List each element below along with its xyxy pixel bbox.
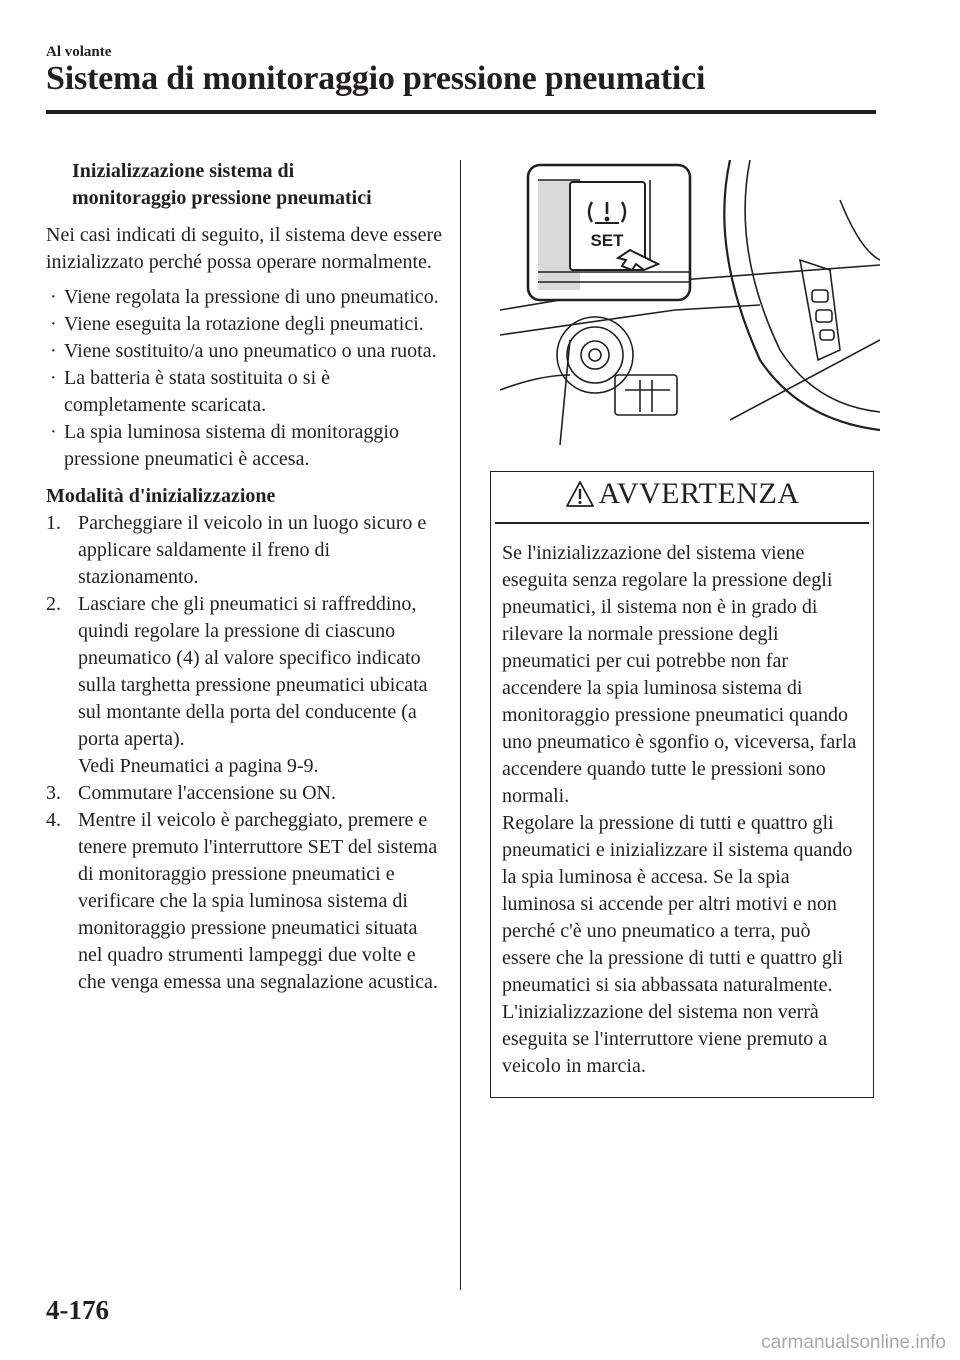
watermark: carmanualsonline.info	[761, 1332, 946, 1353]
dashboard-drawing	[500, 160, 880, 445]
bullet-icon: ·	[50, 340, 57, 362]
list-item: 3. Commutare l'accensione su ON.	[46, 782, 336, 804]
list-item: · Viene eseguita la rotazione degli pneumatici.	[46, 311, 446, 338]
left-column	[46, 158, 446, 996]
bullet-icon: ·	[50, 367, 57, 389]
intro-paragraph: Nei casi indicati di seguito, il sistema deve essere inizializzato perché possa operare normalmente.	[46, 224, 442, 273]
page-reference: Vedi Pneumatici a pagina 9-9.	[78, 755, 319, 777]
page-title: Sistema di monitoraggio pressione pneumatici	[46, 60, 706, 97]
list-item: · La spia luminosa sistema di monitoraggio pressione pneumatici è accesa.	[50, 421, 399, 470]
chapter-label: Al volante	[46, 44, 112, 60]
steps-list	[46, 510, 446, 996]
bullet-icon: ·	[50, 421, 57, 443]
list-item: 2. Lasciare che gli pneumatici si raffreddino, quindi regolare la pressione di ciascuno pneumatico (4) al valore specifico indicato sulla targhetta pressione pneumatici ubicata sul montante della porta del conducente (a porta aperta). Vedi Pneumatici a pagina 9-9.	[46, 593, 428, 777]
list-item: · La batteria è stata sostituita o si è completamente scaricata.	[50, 367, 331, 416]
method-heading: Modalità d'inizializzazione	[46, 485, 276, 507]
warning-paragraph: Regolare la pressione di tutti e quattro gli pneumatici e inizializzare il sistema quando la spia luminosa è accesa. Se la spia luminosa si accende per altri motivi e non perché c'è uno pneumatico a terra, può essere che la pressione di tutti e quattro gli pneumatici si sia abbassata naturalmente.	[502, 812, 853, 996]
warning-paragraph: Se l'inizializzazione del sistema viene eseguita senza regolare la pressione degli pneumatici, il sistema non è in grado di rilevare la normale pressione degli pneumatici per cui potrebbe non far accendere la spia luminosa sistema di monitoraggio pressione pneumatici quando uno pneumatico è sgonfio o, viceversa, farla accendere quando tutte le pressioni sono normali.	[502, 542, 857, 807]
set-button-label: SET	[590, 231, 624, 250]
magnified-callout	[528, 165, 690, 300]
warning-paragraph: L'inizializzazione del sistema non verrà eseguita se l'interruttore viene premuto a veicolo in marcia.	[502, 1001, 828, 1077]
warning-body	[491, 524, 873, 1080]
section-subheading: Inizializzazione sistema di monitoraggio pressione pneumatici	[72, 160, 372, 209]
list-item: 4. Mentre il veicolo è parcheggiato, premere e tenere premuto l'interruttore SET del sistema di monitoraggio pressione pneumatici e verificare che la spia luminosa sistema di monitoraggio pressione pneumatici situata nel quadro strumenti lampeggi due volte e che venga emessa una segnalazione acustica.	[46, 809, 438, 993]
page-number: 4-176	[46, 1295, 109, 1325]
list-item: · Viene regolata la pressione di uno pneumatico.	[46, 284, 446, 311]
title-rule	[46, 110, 876, 114]
bullet-icon: ·	[50, 286, 57, 308]
warning-title: AVVERTENZA	[598, 477, 800, 510]
warning-header	[491, 472, 873, 516]
list-item: · Viene sostituito/a uno pneumatico o una ruota.	[46, 338, 446, 365]
bullet-icon: ·	[50, 313, 57, 335]
conditions-list	[46, 284, 446, 473]
list-item: 1. Parcheggiare il veicolo in un luogo sicuro e applicare saldamente il freno di stazionamento.	[46, 512, 427, 588]
warning-box	[490, 471, 874, 1098]
set-switch-illustration	[500, 160, 880, 445]
steering-wheel-icon	[724, 160, 880, 430]
column-divider	[460, 160, 461, 1290]
lower-switch-panel-icon	[615, 375, 677, 415]
warning-triangle-icon	[565, 480, 595, 508]
